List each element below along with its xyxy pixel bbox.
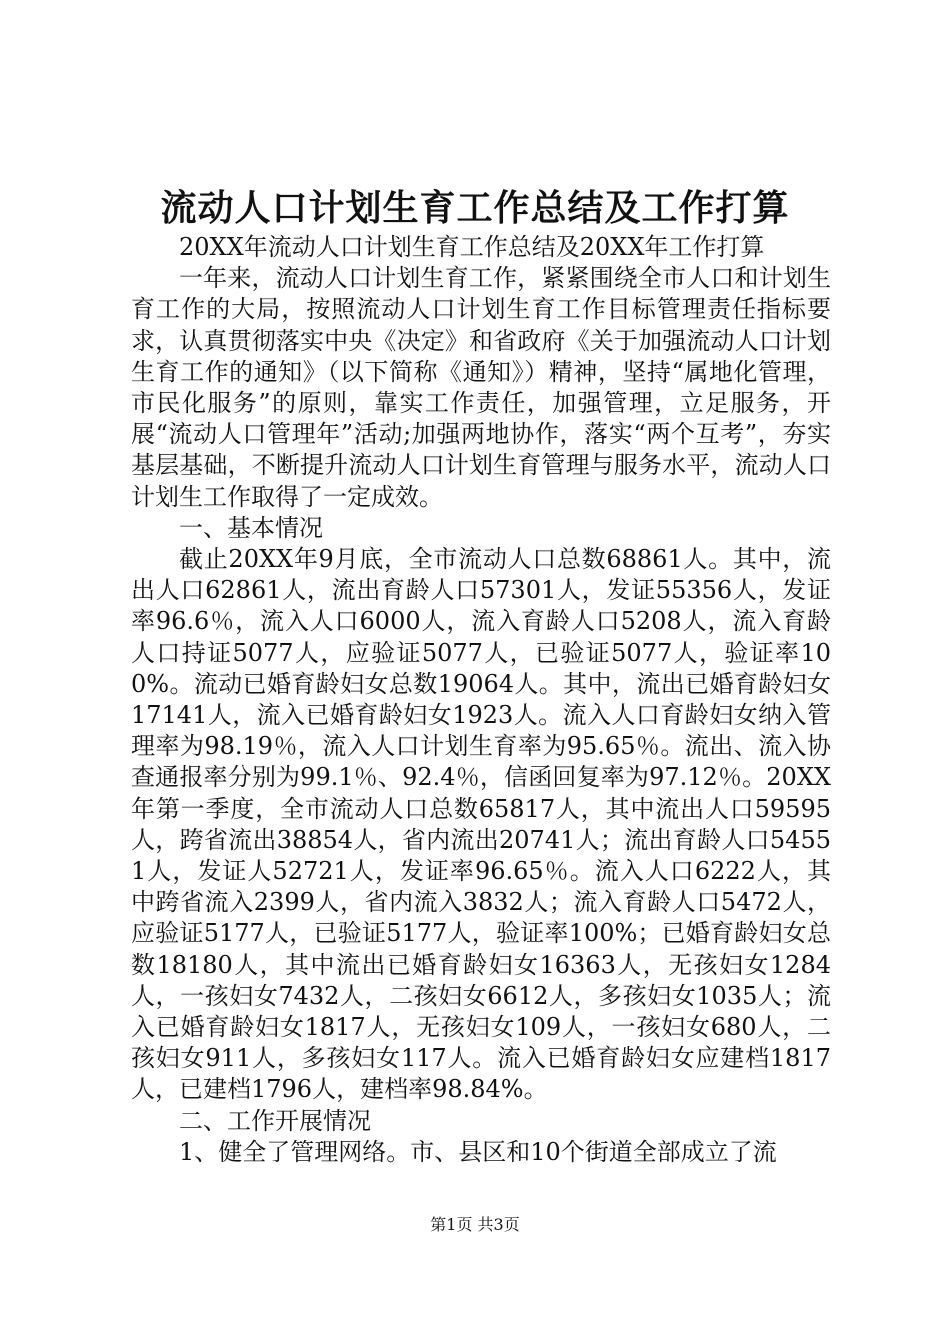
page-indicator: 第1页 共3页 <box>430 1215 520 1234</box>
subtitle-paragraph: 20XX年流动人口计划生育工作总结及20XX年工作打算 <box>179 233 765 261</box>
document-body <box>131 232 831 1168</box>
intro-paragraph: 一年来，流动人口计划生育工作，紧紧围绕全市人口和计划生育工作的大局，按照流动人口计划生育工作目标管理责任指标要求，认真贯彻落实中央《决定》和省政府《关于加强流动人口计划生育工作的通知》（以下简称《通知》）精神，坚持“属地化管理，市民化服务”的原则，靠实工作责任，加强管理，立足服务，开展“流动人口管理年”活动;加强两地协作，落实“两个互考”，夯实基层基础，不断提升流动人口计划生育管理与服务水平，流动人口计划生工作取得了一定成效。 <box>131 264 831 511</box>
section-heading-work-progress: 二、工作开展情况 <box>179 1106 371 1135</box>
section-heading-basic-situation: 一、基本情况 <box>179 513 323 542</box>
statistics-paragraph: 截止20XX年9月底，全市流动人口总数68861人。其中，流出人口62861人，流出育龄人口57301人，发证55356人，发证率96.6％，流入人口6000人，流入育龄人口5208人，流入育龄人口持证5077人，应验证5077人，已验证5077人，验证率100%。流动已婚育龄妇女总数19064人。其中，流出已婚育龄妇女17141人，流入已婚育龄妇女1923人。流入人口育龄妇女纳入管理率为98.19％，流入人口计划生育率为95.65％。流出、流入协查通报率分别为99.1％、92.4％，信函回复率为97.12％。20XX年第一季度，全市流动人口总数65817人，其中流出人口59595人，跨省流出38854人，省内流出20741人；流出育龄人口54551人，发证人52721人，发证率96.65％。流入人口6222人，其中跨省流入2399人，省内流入3832人；流入育龄人口5472人，应验证5177人，已验证5177人，验证率100%；已婚育龄妇女总数18180人，其中流出已婚育龄妇女16363人，无孩妇女1284人，一孩妇女7432人，二孩妇女6612人，多孩妇女1035人；流入已婚育龄妇女1817人，无孩妇女109人，一孩妇女680人，二孩妇女911人，多孩妇女117人。流入已婚育龄妇女应建档1817人，已建档1796人，建档率98.84%。 <box>131 545 831 1104</box>
work-item-paragraph: 1、健全了管理网络。市、县区和10个街道全部成立了流 <box>179 1137 777 1166</box>
document-title: 流动人口计划生育工作总结及工作打算 <box>160 187 790 229</box>
